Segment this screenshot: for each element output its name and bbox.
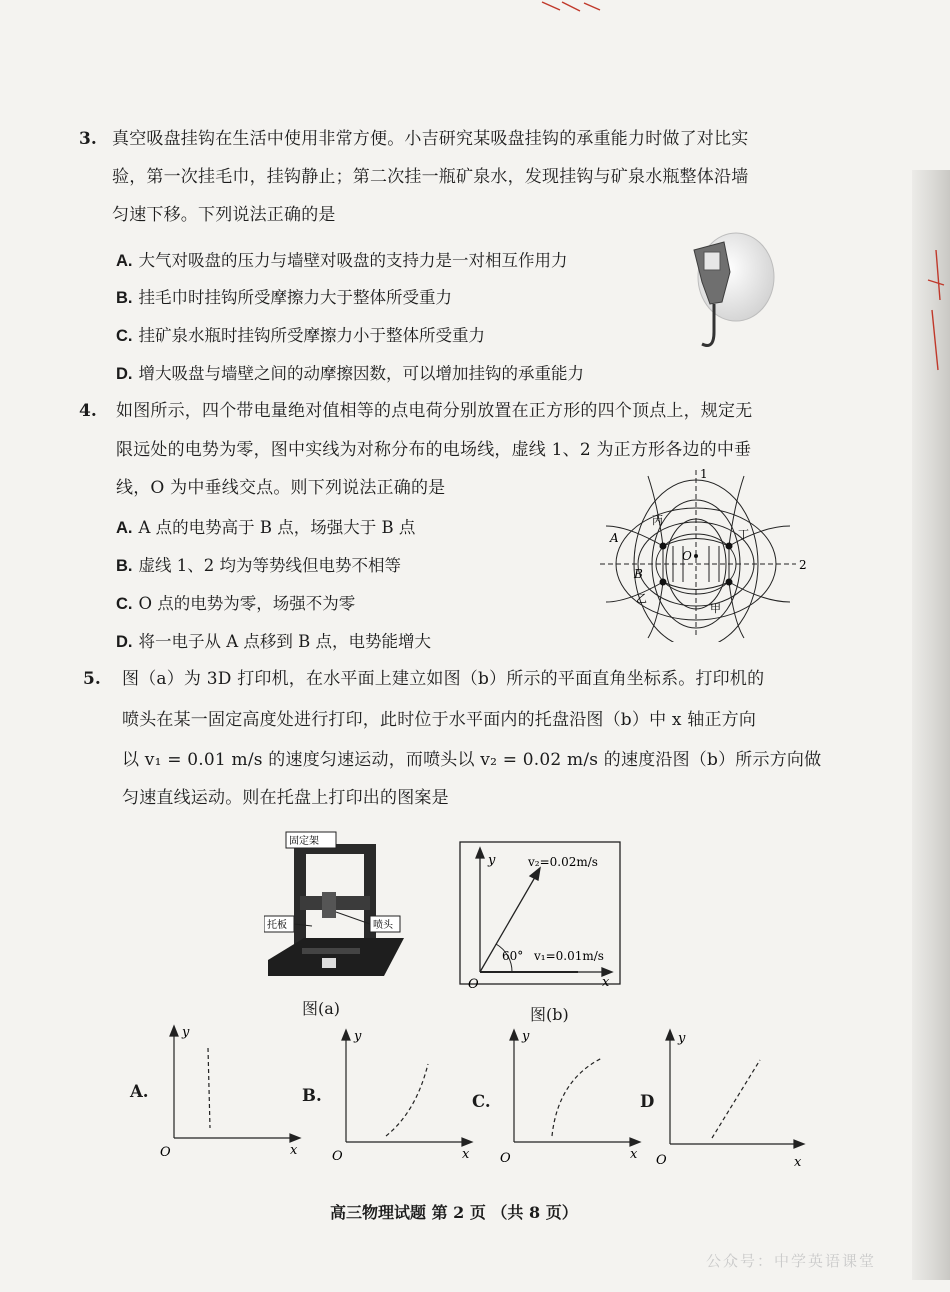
- label-O: O: [682, 549, 692, 563]
- red-pen-mark-right: [924, 240, 950, 380]
- q5-choice-b-graph: [328, 1024, 478, 1164]
- charge-jia: [726, 579, 733, 586]
- fig-b-y-label: y: [488, 853, 496, 868]
- q3-option-b: [116, 284, 452, 308]
- choice-c-x: x: [630, 1147, 638, 1162]
- q5-line-1: 图（a）为 3D 打印机，在水平面上建立如图（b）所示的平面直角坐标系。打印机的: [122, 669, 765, 689]
- electric-field-diagram: [598, 466, 810, 642]
- q3-line-2: 验，第一次挂毛巾，挂钩静止；第二次挂一瓶矿泉水，发现挂钩与矿泉水瓶整体沿墙: [112, 167, 749, 187]
- option-text: 将一电子从 A 点移到 B 点，电势能增大: [138, 632, 432, 651]
- q4-line-3: 线，O 为中垂线交点。则下列说法正确的是: [116, 478, 446, 498]
- red-pen-mark-top: [540, 0, 610, 14]
- option-text: 虚线 1、2 均为等势线但电势不相等: [138, 556, 401, 575]
- q3-option-d: [116, 360, 584, 384]
- choice-d-x: x: [794, 1155, 802, 1170]
- option-label: C.: [116, 327, 133, 345]
- label-fixed-frame: 固定架: [289, 836, 319, 847]
- q5-line-4: 匀速直线运动。则在托盘上打印出的图案是: [122, 788, 449, 808]
- field-lines: [606, 476, 790, 642]
- q5-number: 5.: [83, 669, 101, 689]
- page-footer: 高三物理试题 第 2 页 （共 8 页）: [330, 1203, 578, 1222]
- q5-choice-d-graph: [652, 1024, 812, 1170]
- fig-b-caption: 图(b): [530, 1005, 569, 1024]
- label-yi: 乙: [636, 592, 647, 605]
- suction-hook-image: [684, 232, 776, 362]
- q5-choice-a-label: A.: [130, 1082, 149, 1101]
- q4-number: 4.: [79, 401, 97, 421]
- option-text: O 点的电势为零，场强不为零: [138, 594, 356, 613]
- choice-b-origin: O: [332, 1149, 343, 1164]
- label-tray: 托板: [267, 920, 287, 931]
- q5-choice-b-label: B.: [302, 1086, 322, 1105]
- fig-b-origin-label: O: [468, 977, 479, 990]
- q4-option-b: [116, 552, 401, 576]
- option-text: 挂毛巾时挂钩所受摩擦力大于整体所受重力: [138, 288, 452, 307]
- label-nozzle: 喷头: [373, 920, 393, 931]
- q3-option-c: [116, 322, 485, 346]
- q3-option-a: [116, 247, 568, 271]
- q5-line-3: 以 v₁ = 0.01 m/s 的速度匀速运动，而喷头以 v₂ = 0.02 m/s 的速度沿图（b）所示方向做: [122, 750, 822, 770]
- velocity-diagram: [458, 840, 624, 990]
- choice-a-y: y: [182, 1025, 190, 1040]
- choice-c-origin: O: [500, 1151, 511, 1164]
- label-bing: 丙: [652, 514, 663, 527]
- q3-number: 3.: [79, 129, 97, 149]
- label-line-2: 2: [799, 558, 807, 572]
- choice-b-x: x: [462, 1147, 470, 1162]
- watermark: 公众号：中学英语课堂: [706, 1252, 877, 1270]
- q3-line-3: 匀速下移。下列说法正确的是: [112, 205, 336, 225]
- fig-b-v2-label: v₂=0.02m/s: [528, 855, 598, 869]
- option-label: D.: [116, 633, 133, 651]
- option-label: C.: [116, 595, 133, 613]
- option-label: A.: [116, 252, 133, 270]
- choice-c-y: y: [522, 1029, 530, 1044]
- option-text: 大气对吸盘的压力与墙壁对吸盘的支持力是一对相互作用力: [138, 251, 568, 270]
- label-A: A: [610, 531, 619, 545]
- option-label: B.: [116, 557, 133, 575]
- q4-line-1: 如图所示，四个带电量绝对值相等的点电荷分别放置在正方形的四个顶点上，规定无: [116, 401, 753, 421]
- choice-b-y: y: [354, 1029, 362, 1044]
- q5-choice-d-label: D: [640, 1092, 655, 1111]
- q4-option-a: [116, 514, 415, 538]
- label-jia: 甲: [710, 602, 721, 615]
- fig-b-x-label: x: [602, 975, 610, 990]
- q4-option-c: [116, 590, 355, 614]
- q5-choice-a-graph: [156, 1020, 306, 1160]
- choice-d-origin: O: [656, 1153, 667, 1168]
- choice-a-x: x: [290, 1143, 298, 1158]
- q4-line-2: 限远处的电势为零，图中实线为对称分布的电场线，虚线 1、2 为正方形各边的中垂: [116, 440, 752, 460]
- point-O: [694, 554, 698, 558]
- charge-bing: [660, 543, 667, 550]
- option-text: 增大吸盘与墙壁之间的动摩擦因数，可以增加挂钩的承重能力: [138, 364, 584, 383]
- fig-a-caption: 图(a): [302, 999, 341, 1018]
- option-label: A.: [116, 519, 133, 537]
- choice-d-y: y: [678, 1031, 686, 1046]
- 3d-printer-image: [264, 830, 408, 982]
- option-text: 挂矿泉水瓶时挂钩所受摩擦力小于整体所受重力: [138, 326, 485, 345]
- option-label: D.: [116, 365, 133, 383]
- fig-b-angle-label: 60°: [502, 949, 524, 963]
- choice-a-origin: O: [160, 1145, 171, 1160]
- q5-choice-c-label: C.: [472, 1092, 491, 1111]
- q3-line-1: 真空吸盘挂钩在生活中使用非常方便。小吉研究某吸盘挂钩的承重能力时做了对比实: [112, 129, 749, 149]
- option-text: A 点的电势高于 B 点，场强大于 B 点: [138, 518, 416, 537]
- q5-choice-c-graph: [496, 1024, 646, 1164]
- label-B: B: [634, 567, 643, 581]
- label-line-1: 1: [700, 467, 708, 481]
- option-label: B.: [116, 289, 133, 307]
- charge-ding: [726, 543, 733, 550]
- charge-yi: [660, 579, 667, 586]
- q4-option-d: [116, 628, 431, 652]
- fig-b-v1-label: v₁=0.01m/s: [534, 949, 604, 963]
- q5-line-2: 喷头在某一固定高度处进行打印，此时位于水平面内的托盘沿图（b）中 x 轴正方向: [122, 710, 757, 730]
- label-ding: 丁: [738, 528, 749, 541]
